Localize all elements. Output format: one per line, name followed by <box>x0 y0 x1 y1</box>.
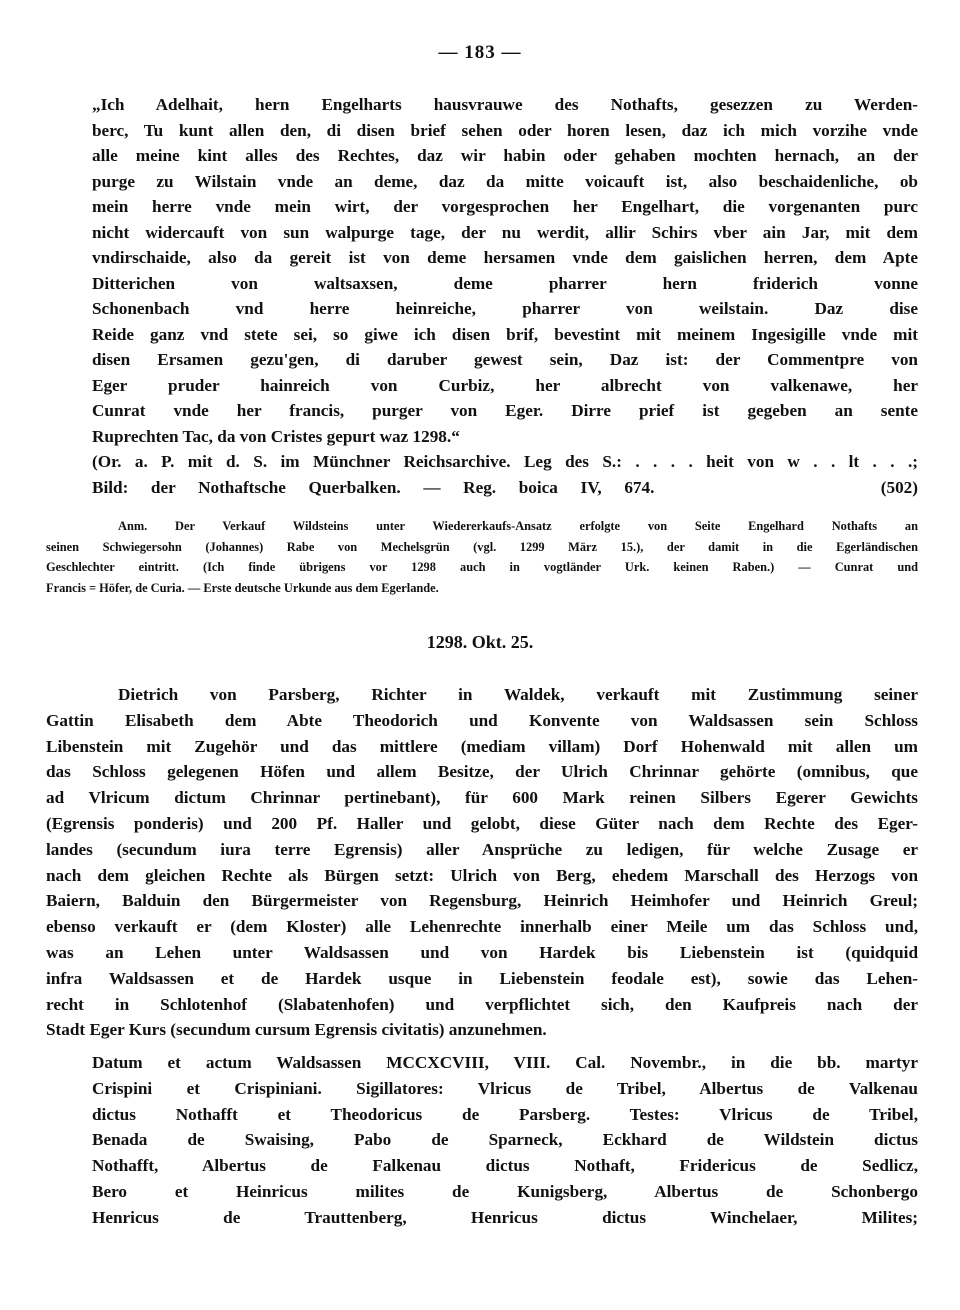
text-line: purge zu Wilstain vnde an deme, daz da mitte voicauft ist, also beschaidenliche, ob <box>92 171 918 191</box>
text-line: „Ich Adelhait, hern Engelharts hausvrauwe des Nothafts, gesezzen zu Werden- <box>92 95 918 114</box>
text-line: Dietrich von Parsberg, Richter in Waldek, verkauft mit Zustimmung seiner <box>118 685 918 704</box>
text-line: Crispini et Crispiniani. Sigillatores: Vlricus de Tribel, Albertus de Valkenau <box>92 1078 918 1098</box>
text-line: Reide ganz vnd stete sei, so giwe ich disen brif, bevestint mit meinem Ingesigille vnde mit <box>92 324 918 344</box>
text-line: ad Vlricum dictum Chrinnar pertinebant), für 600 Mark reinen Silbers Egerer Gewichts <box>46 788 918 808</box>
text-line: mein herre vnde mein wirt, der vorgesprochen her Engelhart, die vorgenanten purc <box>92 197 918 216</box>
text-line: Baiern, Balduin den Bürgermeister von Regensburg, Heinrich Heimhofer und Heinrich Greul; <box>46 891 918 911</box>
text-line: Gattin Elisabeth dem Abte Theodorich und Konvente von Waldsassen sein Schloss <box>46 710 918 730</box>
text-line: recht in Schlotenhof (Slabatenhofen) und verpflichtet sich, den Kaufpreis nach der <box>46 994 918 1014</box>
text-line: vndirschaide, also da gereit ist von deme hersamen vnde dem gaislichen herren, dem Apte <box>92 248 918 267</box>
annotation-note <box>46 516 918 598</box>
text-line: Eger pruder hainreich von Curbiz, her albrecht von valkenawe, her <box>92 375 918 395</box>
text-line: Ruprechten Tac, da von Cristes gepurt waz 1298.“ <box>92 426 460 446</box>
source-note-line: (Or. a. P. mit d. S. im Münchner Reichsarchive. Leg des S.: . . . . heit von w . . lt . . .; <box>92 452 918 471</box>
text-line: Stadt Eger Kurs (secundum cursum Egrensis civitatis) anzunehmen. <box>46 1020 547 1040</box>
page-number: — 183 — <box>438 42 522 63</box>
annotation-line: Anm. Der Verkauf Wildsteins unter Wiedererkaufs-Ansatz erfolgte von Seite Engelhard Nothafts an <box>118 519 918 533</box>
text-line: berc, Tu kunt allen den, di disen brief sehen oder horen lesen, daz ich mich vorzihe vnde <box>92 120 918 140</box>
text-line: (Egrensis ponderis) und 200 Pf. Haller und gelobt, diese Güter nach dem Rechte des Eger- <box>46 813 918 833</box>
text-line: Nothafft, Albertus de Falkenau dictus Nothaft, Fridericus de Sedlicz, <box>92 1156 918 1176</box>
source-note-line: Bild: der Nothaftsche Querbalken. — Reg. boica IV, 674. (502) <box>92 477 918 497</box>
text-line: Benada de Swaising, Pabo de Sparneck, Eckhard de Wildstein dictus <box>92 1130 918 1150</box>
text-line: Ditterichen von waltsaxsen, deme pharrer hern friderich vonne <box>92 273 918 293</box>
text-line: nicht widercauft von sun walpurge tage, der nu werdit, allir Schirs vber ain Jar, mit dem <box>92 222 918 242</box>
text-line: landes (secundum iura terre Egrensis) aller Ansprüche zu ledigen, für welche Zusage er <box>46 839 918 859</box>
text-line: das Schloss gelegenen Höfen und allem Besitze, der Ulrich Chrinnar gehörte (omnibus, que <box>46 762 918 782</box>
charter-text-adelhait <box>92 92 918 500</box>
text-line: infra Waldsassen et de Hardek usque in Liebenstein feodale est), sowie das Lehen- <box>46 968 918 988</box>
charter-dating-clause <box>92 1050 918 1231</box>
text-line: nach dem gleichen Rechte als Bürgen setzt: Ulrich von Berg, ehedem Marschall des Herzogs von <box>46 865 918 885</box>
text-line: Bero et Heinricus milites de Kunigsberg, Albertus de Schonbergo <box>92 1181 918 1201</box>
text-line: Schonenbach vnd herre heinreiche, pharrer von weilstain. Daz dise <box>92 299 918 318</box>
charter-summary-parsberg <box>46 682 918 1043</box>
text-line: dictus Nothafft et Theodoricus de Parsberg. Testes: Vlricus de Tribel, <box>92 1104 918 1124</box>
text-line: disen Ersamen gezu'gen, di daruber gewest sein, Daz ist: der Commentpre von <box>92 350 918 369</box>
text-line: alle meine kint alles des Rechtes, daz wir habin oder gehaben mochten hernach, an der <box>92 146 918 165</box>
annotation-line: seinen Schwiegersohn (Johannes) Rabe von Mechelsgrün (vgl. 1299 März 15.), der damit in die Egerländischen <box>46 539 918 554</box>
text-line: Libenstein mit Zugehör und das mittlere (mediam villam) Dorf Hohenwald mit allen um <box>46 736 918 756</box>
text-line: was an Lehen unter Waldsassen und von Hardek bis Liebenstein ist (quidquid <box>46 942 918 962</box>
annotation-line: Francis = Höfer, de Curia. — Erste deutsche Urkunde aus dem Egerlande. <box>46 580 439 595</box>
text-line: Cunrat vnde her francis, purger von Eger. Dirre prief ist gegeben an sente <box>92 401 918 420</box>
annotation-line: Geschlechter eintritt. (Ich finde übrigens vor 1298 auch in vogtländer Urk. keinen Raben.) — Cunrat und <box>46 560 918 574</box>
text-line: Datum et actum Waldsassen MCCXCVIII, VIII. Cal. Novembr., in die bb. martyr <box>92 1053 918 1072</box>
date-heading: 1298. Okt. 25. <box>426 632 534 652</box>
text-line: Henricus de Trauttenberg, Henricus dictus Winchelaer, Milites; <box>92 1207 918 1227</box>
text-line: ebenso verkauft er (dem Kloster) alle Lehenrechte innerhalb einer Meile um das Schloss und, <box>46 917 918 937</box>
